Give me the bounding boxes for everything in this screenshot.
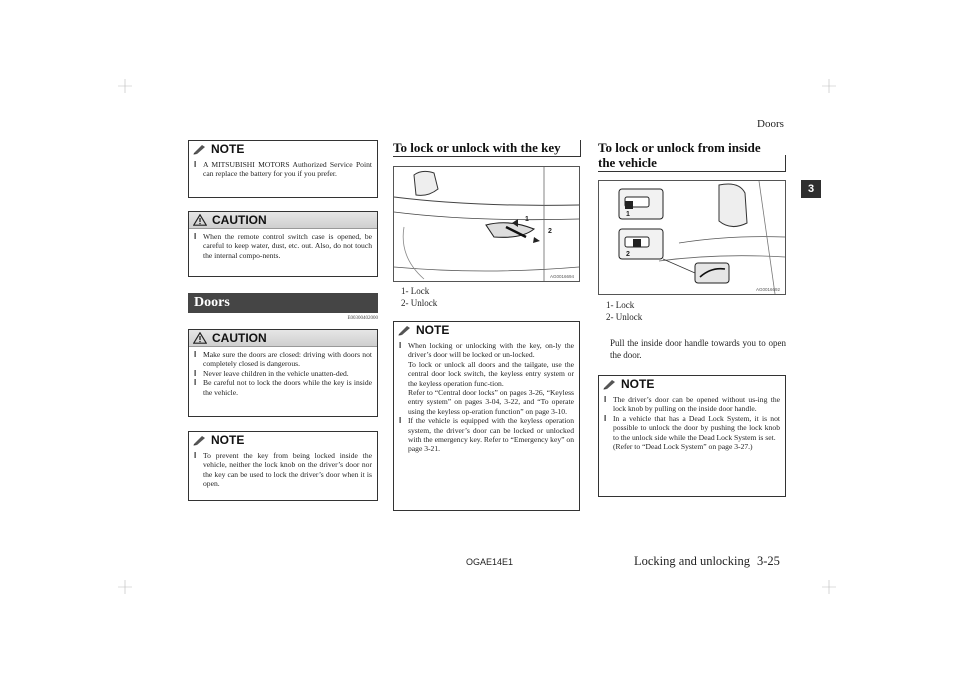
bullet-icon: l	[399, 416, 402, 426]
note-pencil-icon	[193, 144, 207, 155]
section-heading-doors: Doors	[188, 293, 378, 313]
note-title: NOTE	[416, 323, 450, 337]
page-number: 3-25	[757, 554, 780, 568]
crop-mark-top-left	[118, 79, 132, 93]
list-item: l A MITSUBISHI MOTORS Authorized Service Point can replace the battery for you if you prefer.	[194, 160, 372, 179]
footer-section: Locking and unlocking	[634, 554, 750, 568]
caution-title: CAUTION	[212, 213, 267, 227]
doc-code: OGAE14E1	[466, 557, 514, 567]
note-box-key-lock	[188, 431, 378, 501]
note-title: NOTE	[211, 433, 245, 447]
caution-triangle-icon	[193, 214, 207, 226]
door-key-illustration	[394, 167, 579, 281]
inside-handle-illustration	[599, 181, 785, 294]
list-item: l If the vehicle is equipped with the keyless operation system, the driver’s door can be locked or unlocked with the emergency key. Refer to “Emergency key” on page 3-21.	[399, 416, 575, 454]
bullet-icon: l	[399, 341, 402, 350]
note-box-key-operation	[393, 321, 580, 511]
callout-2: 2	[548, 228, 552, 235]
bullet-icon: l	[604, 395, 607, 404]
figure-code: AG0016694	[550, 274, 575, 279]
paragraph-pull-handle: Pull the inside door handle towards you to open the door.	[610, 338, 786, 360]
callout-1: 1	[525, 216, 529, 223]
callout-2: 2	[626, 251, 630, 258]
caution-triangle-icon	[193, 332, 207, 344]
crop-mark-bottom-left	[118, 580, 132, 594]
list-item: l When locking or unlocking with the key, on-ly the driver’s door will be locked or un-locked. To lock or unlock all doors and the tailgate, use the central door lock switch, the keyless entry system or the keyless operation func-tion. Refer to “Central door locks” on pages 3-26, “Keyless entry system” on pages 3-04, 3-22, and “To operate using the keyless op-eration function” on page 3-10.	[399, 341, 574, 416]
figure-inside-door-handle	[598, 180, 786, 295]
note-box-inside	[598, 375, 786, 497]
figure-door-key-lock	[393, 166, 580, 282]
chapter-tab: 3	[801, 180, 821, 198]
list-item: l Make sure the doors are closed: driving with doors not completely closed is dangerous.	[194, 350, 372, 369]
legend-item-lock: 1- Lock	[606, 300, 635, 310]
section-code: E00300402000	[347, 316, 378, 321]
bullet-icon: l	[194, 160, 197, 169]
note-header	[189, 141, 377, 157]
heading-lock-with-key: To lock or unlock with the key	[393, 140, 581, 157]
crop-mark-top-right	[822, 79, 836, 93]
legend-item-lock: 1- Lock	[401, 286, 430, 296]
note-header	[599, 376, 785, 392]
crop-mark-bottom-right	[822, 580, 836, 594]
running-title: Doors	[757, 118, 784, 130]
list-item: l Be careful not to lock the doors while the key is inside the vehicle.	[194, 378, 372, 397]
list-item: l When the remote control switch case is opened, be careful to keep water, dust, etc. out. Also, do not touch the internal compo-nents.	[194, 232, 372, 260]
callout-1: 1	[626, 211, 630, 218]
legend-key	[401, 285, 571, 309]
caution-box-remote	[188, 211, 378, 277]
note-box-battery	[188, 140, 378, 198]
bullet-icon: l	[194, 451, 197, 460]
note-header	[189, 432, 377, 448]
caution-box-doors	[188, 329, 378, 417]
caution-header	[189, 212, 377, 229]
note-title: NOTE	[211, 142, 245, 156]
list-item: l Never leave children in the vehicle unatten-ded.	[194, 368, 349, 378]
note-pencil-icon	[398, 325, 412, 336]
bullet-icon: l	[194, 368, 197, 378]
note-pencil-icon	[193, 435, 207, 446]
list-item: l In a vehicle that has a Dead Lock System, it is not possible to unlock the door by pushing the lock knob to the unlock side while the Dead Lock System is set. (Refer to “Dead Lock System” on page 3-27.)	[604, 413, 780, 452]
list-item: l To prevent the key from being locked inside the vehicle, neither the lock knob on the driver’s door nor the key can be used to lock the driver’s door when it is open.	[194, 451, 372, 489]
bullet-icon: l	[194, 350, 197, 359]
figure-code: AG0016692	[756, 287, 781, 292]
note-title: NOTE	[621, 377, 655, 391]
bullet-icon: l	[194, 378, 197, 388]
legend-item-unlock: 2- Unlock	[606, 312, 643, 322]
caution-header	[189, 330, 377, 347]
note-pencil-icon	[603, 379, 617, 390]
legend-item-unlock: 2- Unlock	[401, 298, 438, 308]
list-item: l The driver’s door can be opened without us-ing the lock knob by pulling on the inside door handle.	[604, 395, 780, 414]
bullet-icon: l	[604, 413, 607, 423]
legend-inside	[606, 299, 776, 323]
caution-title: CAUTION	[212, 331, 267, 345]
note-header	[394, 322, 579, 338]
bullet-icon: l	[194, 232, 197, 241]
heading-lock-from-inside: To lock or unlock from inside the vehicle	[598, 140, 786, 172]
